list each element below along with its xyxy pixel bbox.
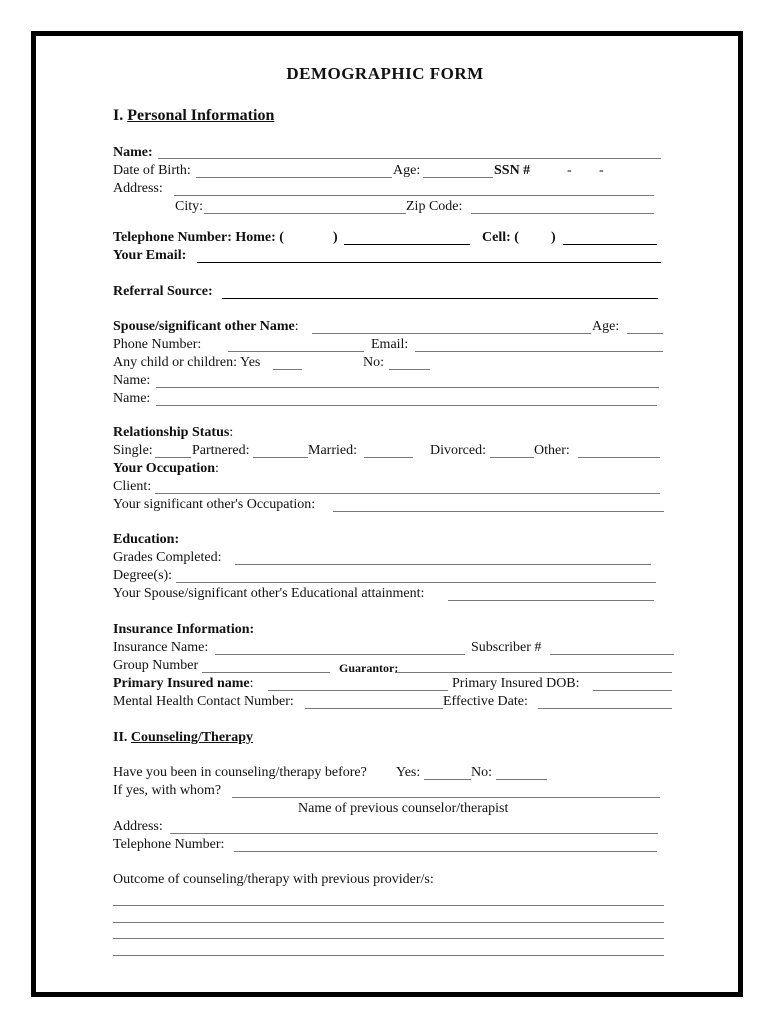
occupation-colon: : (215, 461, 219, 476)
spouse-phone-label: Phone Number: (113, 337, 202, 352)
address-field[interactable] (174, 195, 654, 196)
education-label: Education: (113, 532, 180, 547)
outcome-line-2[interactable] (113, 922, 664, 923)
children-no-label: No: (363, 355, 384, 370)
group-number-label: Group Number (113, 658, 199, 673)
divorced-field[interactable] (490, 457, 534, 458)
single-field[interactable] (155, 457, 191, 458)
phone-home-label: Telephone Number: Home: ( (113, 230, 284, 245)
married-field[interactable] (364, 457, 413, 458)
with-whom-field[interactable] (232, 797, 660, 798)
insurance-name-label: Insurance Name: (113, 640, 209, 655)
dob-label: Date of Birth: (113, 163, 191, 178)
sig-occupation-label: Your significant other's Occupation: (113, 497, 316, 512)
children-label: Any child or children: Yes (113, 355, 261, 370)
age-label: Age: (393, 163, 421, 178)
section1-header (113, 108, 274, 124)
form-title: DEMOGRAPHIC FORM (286, 64, 484, 83)
married-label: Married: (308, 443, 357, 458)
counselor-phone-label: Telephone Number: (113, 837, 225, 852)
zip-label: Zip Code: (406, 199, 463, 214)
email-field[interactable] (197, 262, 661, 263)
section1-label: Personal Information (127, 107, 275, 124)
guarantor-label: Guarantor: (339, 661, 399, 675)
name-label: Name: (113, 145, 153, 160)
spouse-email-field[interactable] (415, 351, 663, 352)
counselor-address-label: Address: (113, 819, 163, 834)
cell-field[interactable] (563, 244, 657, 245)
single-label: Single: (113, 443, 153, 458)
mh-contact-label: Mental Health Contact Number: (113, 694, 294, 709)
address-label: Address: (113, 181, 163, 196)
partnered-label: Partnered: (192, 443, 250, 458)
subscriber-label: Subscriber # (471, 640, 542, 655)
counselor-phone-field[interactable] (234, 851, 657, 852)
effective-date-field[interactable] (538, 708, 672, 709)
relationship-status-colon: : (229, 425, 234, 440)
referral-field[interactable] (222, 298, 658, 299)
counseling-before-label: Have you been in counseling/therapy before? (113, 765, 367, 780)
outcome-line-3[interactable] (113, 938, 664, 939)
other-field[interactable] (578, 457, 660, 458)
cell-close: ) (551, 230, 556, 245)
spouse-edu-field[interactable] (448, 600, 654, 601)
section2-number: II. (113, 730, 128, 745)
spouse-email-label: Email: (371, 337, 409, 352)
counseling-no-field[interactable] (496, 779, 547, 780)
client-field[interactable] (155, 493, 660, 494)
zip-field[interactable] (471, 213, 654, 214)
relationship-status-label (113, 425, 233, 441)
counseling-yes-field[interactable] (424, 779, 471, 780)
section2-header (113, 730, 253, 746)
spouse-name-label (113, 319, 299, 335)
degrees-field[interactable] (176, 582, 656, 583)
effective-date-label: Effective Date: (443, 694, 528, 709)
spouse-name-colon: : (294, 319, 299, 334)
spouse-edu-label: Your Spouse/significant other's Educational attainment: (113, 586, 425, 601)
group-number-field[interactable] (202, 672, 330, 673)
relationship-status-text: Relationship Status (113, 425, 230, 440)
mh-contact-field[interactable] (305, 708, 443, 709)
outcome-line-1[interactable] (113, 905, 664, 906)
spouse-phone-field[interactable] (228, 351, 364, 352)
client-label: Client: (113, 479, 152, 494)
partnered-field[interactable] (253, 457, 308, 458)
occupation-label (113, 461, 219, 477)
divorced-label: Divorced: (430, 443, 486, 458)
ssn-label: SSN # (494, 163, 531, 178)
spouse-age-label: Age: (592, 319, 620, 334)
prev-counselor-caption: Name of previous counselor/therapist (298, 801, 509, 816)
spouse-name-text: Spouse/significant other Name (113, 319, 295, 334)
primary-insured-field[interactable] (268, 690, 448, 691)
phone-home-close: ) (333, 230, 338, 245)
spouse-name-field[interactable] (312, 333, 591, 334)
referral-label: Referral Source: (113, 284, 213, 299)
children-yes-field[interactable] (273, 369, 302, 370)
counseling-yes-label: Yes: (396, 765, 421, 780)
outcome-line-4[interactable] (113, 955, 664, 956)
with-whom-label: If yes, with whom? (113, 783, 222, 798)
primary-dob-label: Primary Insured DOB: (452, 676, 580, 691)
spouse-age-field[interactable] (627, 333, 663, 334)
insurance-name-field[interactable] (215, 654, 465, 655)
children-no-field[interactable] (389, 369, 430, 370)
city-label: City: (175, 199, 204, 214)
phone-home-field[interactable] (344, 244, 470, 245)
age-field[interactable] (423, 177, 493, 178)
outcome-label: Outcome of counseling/therapy with previous provider/s: (113, 872, 434, 887)
child-name-2-field[interactable] (156, 405, 657, 406)
insurance-info-label: Insurance Information: (113, 622, 255, 637)
counseling-no-label: No: (471, 765, 492, 780)
subscriber-field[interactable] (550, 654, 674, 655)
ssn-dash-2: - (599, 163, 604, 178)
child-name-1-label: Name: (113, 373, 151, 388)
primary-insured-colon: : (249, 676, 254, 691)
counselor-address-field[interactable] (170, 833, 658, 834)
child-name-1-field[interactable] (156, 387, 659, 388)
section1-number: I. (113, 107, 124, 124)
occupation-text: Your Occupation (113, 461, 216, 476)
city-field[interactable] (204, 213, 406, 214)
primary-insured-text: Primary Insured name (113, 676, 250, 691)
grades-field[interactable] (235, 564, 651, 565)
dob-field[interactable] (196, 177, 392, 178)
ssn-dash-1: - (567, 163, 572, 178)
primary-dob-field[interactable] (593, 690, 672, 691)
guarantor-field[interactable] (395, 672, 672, 673)
degrees-label: Degree(s): (113, 568, 173, 583)
name-field[interactable] (158, 158, 661, 159)
grades-label: Grades Completed: (113, 550, 222, 565)
email-label: Your Email: (113, 248, 187, 263)
sig-occupation-field[interactable] (333, 511, 664, 512)
primary-insured-label (113, 676, 254, 692)
section2-label: Counseling/Therapy (130, 730, 254, 745)
other-label: Other: (534, 443, 570, 458)
cell-label: Cell: ( (482, 230, 519, 245)
child-name-2-label: Name: (113, 391, 151, 406)
